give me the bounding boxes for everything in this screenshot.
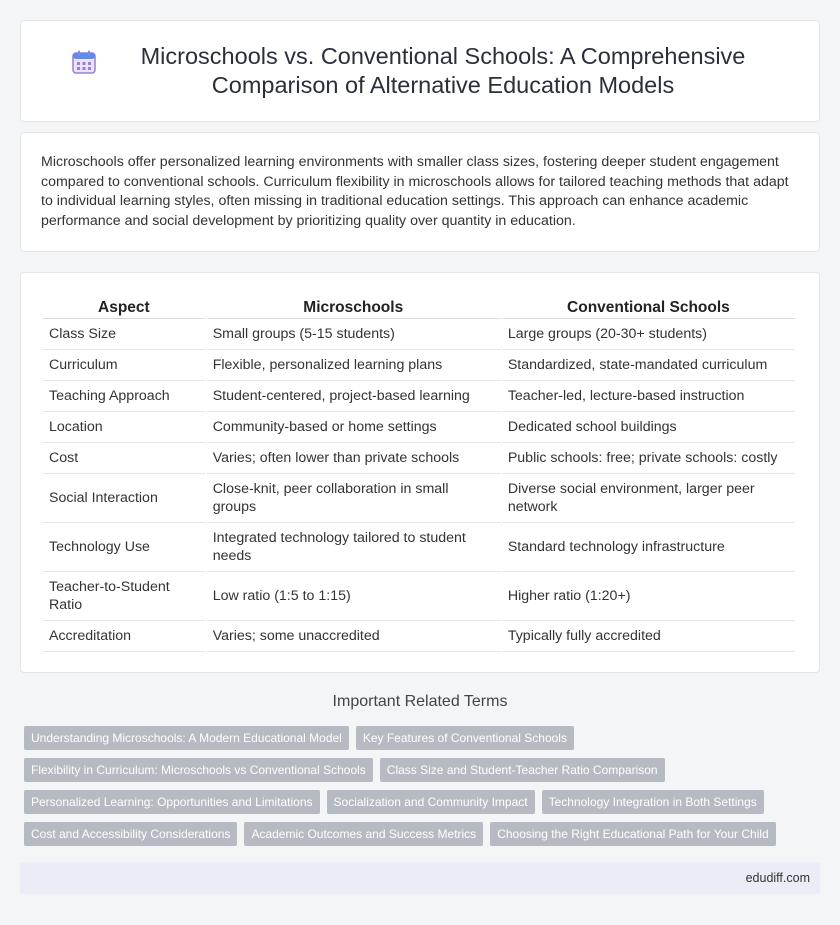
- cell-conventional: Standard technology infrastructure: [502, 523, 795, 572]
- cell-aspect: Curriculum: [43, 350, 205, 381]
- related-term-tag[interactable]: Personalized Learning: Opportunities and Limitations: [24, 790, 320, 814]
- cell-aspect: Teaching Approach: [43, 381, 205, 412]
- header-conventional-schools: Conventional Schools: [502, 295, 795, 319]
- cell-conventional: Large groups (20-30+ students): [502, 319, 795, 350]
- cell-aspect: Location: [43, 412, 205, 443]
- intro-card: [20, 132, 820, 252]
- cell-aspect: Social Interaction: [43, 474, 205, 523]
- table-row: [43, 412, 795, 443]
- related-term-tag[interactable]: Class Size and Student-Teacher Ratio Comparison: [380, 758, 665, 782]
- table-row: [43, 572, 795, 621]
- cell-conventional: Dedicated school buildings: [502, 412, 795, 443]
- table-row: [43, 523, 795, 572]
- table-row: [43, 381, 795, 412]
- cell-microschools: Student-centered, project-based learning: [207, 381, 500, 412]
- related-terms-tags: [24, 726, 824, 854]
- footer-site-link[interactable]: edudiff.com: [745, 871, 810, 885]
- cell-aspect: Technology Use: [43, 523, 205, 572]
- page-title: Microschools vs. Conventional Schools: A Comprehensive Comparison of Alternative Education Models: [140, 43, 746, 98]
- cell-conventional: Standardized, state-mandated curriculum: [502, 350, 795, 381]
- related-term-tag[interactable]: Understanding Microschools: A Modern Educational Model: [24, 726, 349, 750]
- tag-row: [24, 726, 824, 750]
- related-term-tag[interactable]: Cost and Accessibility Considerations: [24, 822, 237, 846]
- title-wrap: [70, 42, 770, 100]
- comparison-table: [41, 295, 797, 652]
- related-term-tag[interactable]: Academic Outcomes and Success Metrics: [244, 822, 483, 846]
- cell-microschools: Varies; some unaccredited: [207, 621, 500, 652]
- table-row: [43, 350, 795, 381]
- footer: [20, 862, 820, 894]
- intro-text: Microschools offer personalized learning environments with smaller class sizes, fostering deeper student engagement compared to conventional schools. Curriculum flexibility in microschools allows for tailored teaching methods that adapt to individual learning styles, often missing in traditional education settings. This approach can enhance academic performance and social development by prioritizing quality over quantity in education.: [41, 154, 789, 229]
- cell-microschools: Varies; often lower than private schools: [207, 443, 500, 474]
- cell-aspect: Accreditation: [43, 621, 205, 652]
- title-card: [20, 20, 820, 122]
- header-microschools: Microschools: [207, 295, 500, 319]
- cell-microschools: Small groups (5-15 students): [207, 319, 500, 350]
- related-term-tag[interactable]: Choosing the Right Educational Path for Your Child: [490, 822, 776, 846]
- cell-conventional: Teacher-led, lecture-based instruction: [502, 381, 795, 412]
- cell-conventional: Higher ratio (1:20+): [502, 572, 795, 621]
- related-term-tag[interactable]: Socialization and Community Impact: [327, 790, 535, 814]
- cell-aspect: Teacher-to-Student Ratio: [43, 572, 205, 621]
- cell-microschools: Community-based or home settings: [207, 412, 500, 443]
- cell-microschools: Close-knit, peer collaboration in small groups: [207, 474, 500, 523]
- header-aspect: Aspect: [43, 295, 205, 319]
- cell-microschools: Integrated technology tailored to student needs: [207, 523, 500, 572]
- tag-row: [24, 822, 824, 846]
- cell-aspect: Class Size: [43, 319, 205, 350]
- calendar-grid-icon: [70, 48, 98, 76]
- cell-microschools: Low ratio (1:5 to 1:15): [207, 572, 500, 621]
- related-terms-heading: Important Related Terms: [332, 693, 508, 710]
- table-header-row: [43, 295, 795, 319]
- cell-microschools: Flexible, personalized learning plans: [207, 350, 500, 381]
- related-term-tag[interactable]: Flexibility in Curriculum: Microschools vs Conventional Schools: [24, 758, 373, 782]
- comparison-table-card: [20, 272, 820, 673]
- related-term-tag[interactable]: Key Features of Conventional Schools: [356, 726, 574, 750]
- table-row: [43, 443, 795, 474]
- table-row: [43, 319, 795, 350]
- cell-aspect: Cost: [43, 443, 205, 474]
- table-row: [43, 621, 795, 652]
- cell-conventional: Public schools: free; private schools: costly: [502, 443, 795, 474]
- tag-row: [24, 758, 824, 782]
- cell-conventional: Typically fully accredited: [502, 621, 795, 652]
- tag-row: [24, 790, 824, 814]
- cell-conventional: Diverse social environment, larger peer network: [502, 474, 795, 523]
- table-row: [43, 474, 795, 523]
- related-term-tag[interactable]: Technology Integration in Both Settings: [542, 790, 764, 814]
